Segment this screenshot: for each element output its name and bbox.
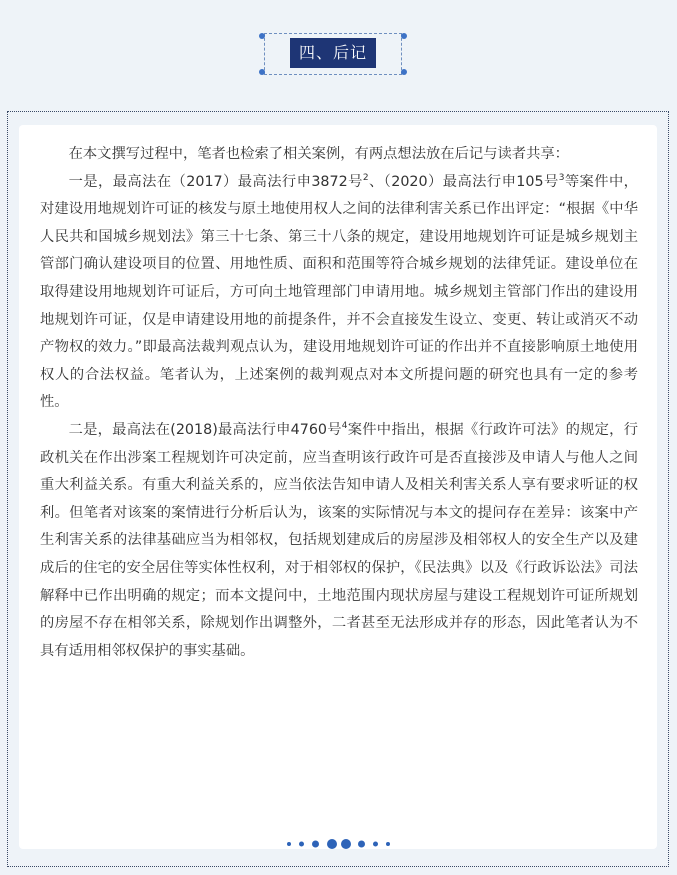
corner-dot-icon	[401, 69, 407, 75]
article-body	[40, 141, 638, 665]
content-panel	[7, 111, 669, 867]
paragraph-intro: 在本文撰写过程中，笔者也检索了相关案例，有两点想法放在后记与读者共享：	[68, 146, 569, 162]
footnote-ref[interactable]: 3	[558, 172, 565, 183]
corner-dot-icon	[401, 33, 407, 39]
footnote-ref[interactable]: 2	[362, 172, 369, 183]
section-header	[256, 27, 410, 81]
paragraph-text: 一是，最高法在（2017）最高法行申3872号	[68, 173, 363, 190]
paragraph-text: 二是，最高法在(2018)最高法行申4760号	[68, 421, 342, 438]
corner-dot-icon	[259, 33, 265, 39]
section-title: 四、后记	[290, 38, 376, 68]
footnote-ref[interactable]: 4	[341, 420, 348, 431]
dot-icon	[299, 842, 304, 847]
dot-icon	[327, 839, 337, 849]
paragraph-text: 、（2020）最高法行申105号	[368, 173, 559, 190]
decorative-dots	[283, 838, 413, 850]
dot-icon	[373, 842, 378, 847]
paragraph-text: 案件中指出，根据《行政许可法》的规定，行政机关在作出涉案工程规划许可决定前，应当查明该行政许可是否直接涉及申请人与他人之间重大利益关系。有重大利益关系的，应当依法告知申请人及相关利害关系人享有要求听证的权利。但笔者对该案的案情进行分析后认为，该案的实际情况与本文的提问存在差异：该案中产生利害关系的法律基础应当为相邻权，包括规划建成后的房屋涉及相邻权人的安全生产以及建成后的住宅的安全居住等实体性权利，对于相邻权的保护，《民法典》以及《行政诉讼法》司法解释中已作出明确的规定；而本文提问中，土地范围内现状房屋与建设工程规划许可证所规划的房屋不存在相邻关系，除规划作出调整外，二者甚至无法形成并存的形态，因此笔者认为不具有适用相邻权保护的事实基础。	[40, 421, 638, 659]
content-card	[19, 125, 657, 849]
paragraph-first-point	[40, 169, 638, 417]
corner-dot-icon	[259, 69, 265, 75]
dot-icon	[312, 841, 319, 848]
paragraph-second-point	[40, 417, 638, 665]
dot-icon	[358, 841, 365, 848]
paragraph-text: 等案件中，对建设用地规划许可证的核发与原土地使用权人之间的法律利害关系已作出评定：“根据《中华人民共和国城乡规划法》第三十七条、第三十八条的规定，建设用地规划许可证是城乡规划主管部门确认建设项目的位置、用地性质、面积和范围等符合城乡规划的法律凭证。建设单位在取得建设用地规划许可证后，方可向土地管理部门申请用地。城乡规划主管部门作出的建设用地规划许可证，仅是申请建设用地的前提条件，并不会直接发生设立、变更、转让或消灭不动产物权的效力。”即最高法裁判观点认为，建设用地规划许可证的作出并不直接影响原土地使用权人的合法权益。笔者认为，上述案例的裁判观点对本文所提问题的研究也具有一定的参考性。	[40, 173, 638, 411]
dot-icon	[386, 842, 390, 846]
dot-icon	[287, 842, 291, 846]
dot-icon	[341, 839, 351, 849]
